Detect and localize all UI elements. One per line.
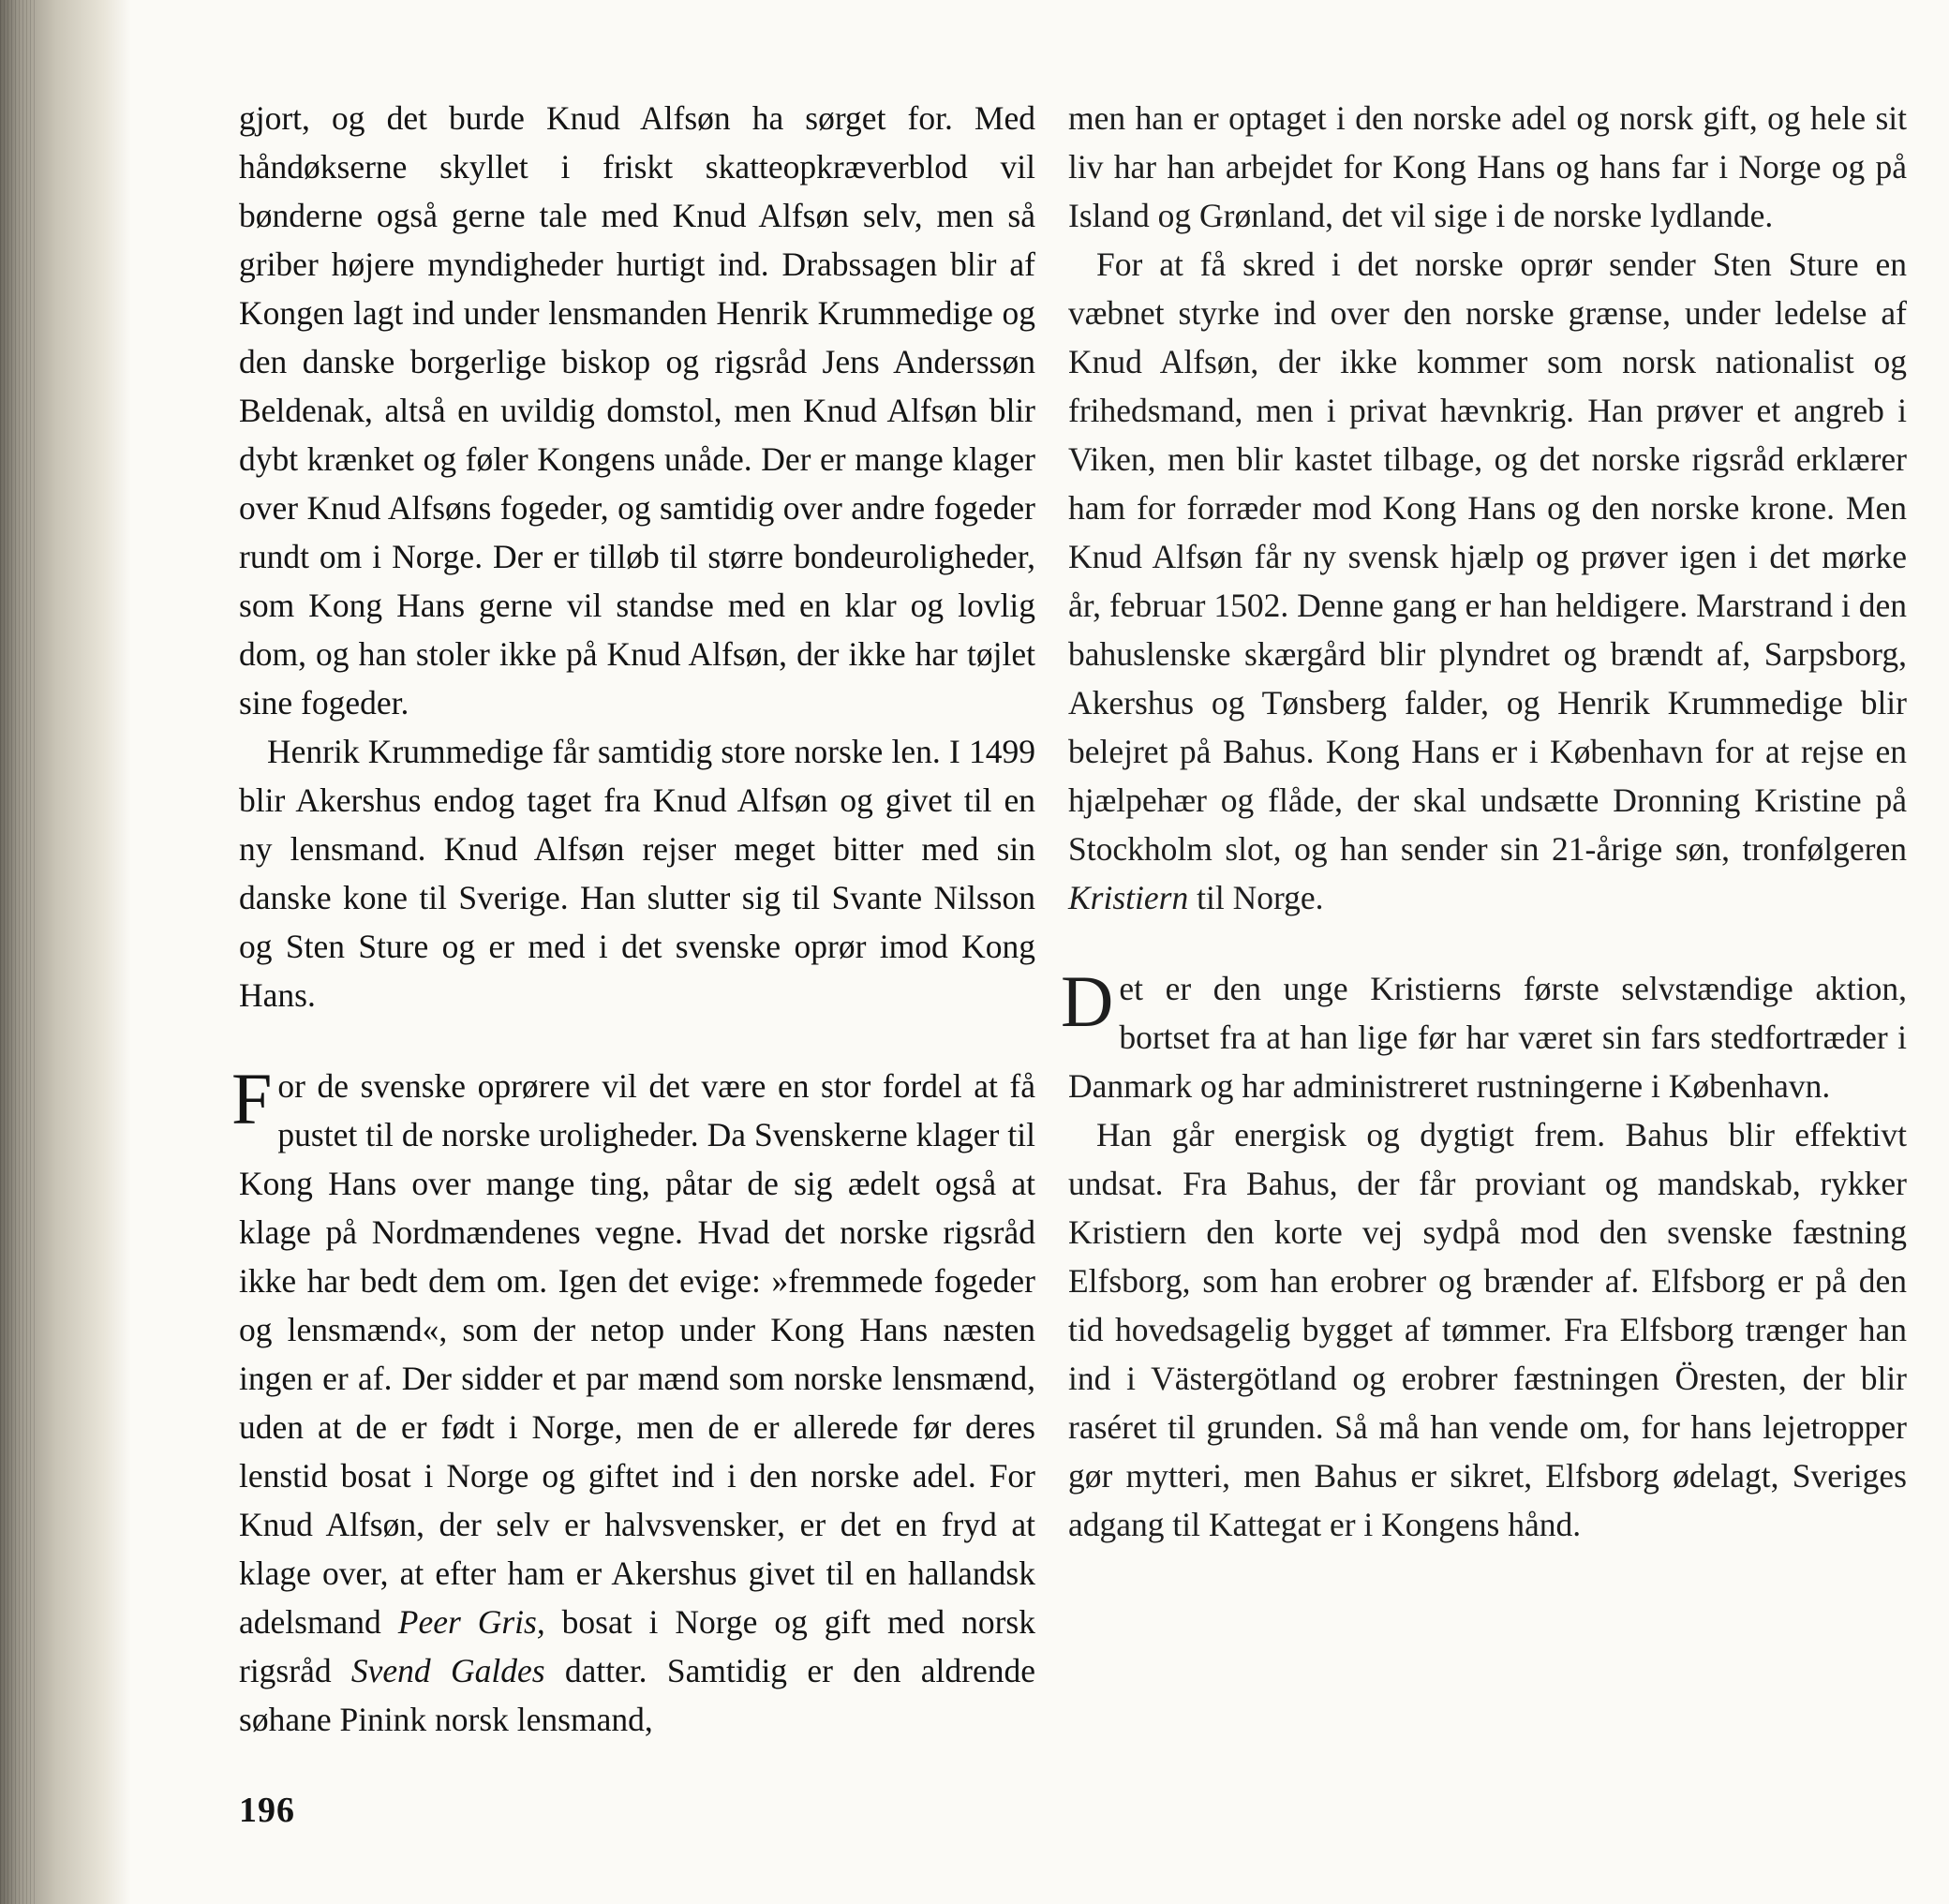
italic-name: Kristiern [1068, 879, 1189, 916]
paragraph: Han går energisk og dygtigt frem. Bahus blir effektivt undsat. Fra Bahus, der får proviant og mandskab, rykker Kristiern den korte vej sydpå mod den svenske fæstning Elfsborg, som han erobrer og brænder af. Elfsborg er på den tid hovedsagelig bygget af tømmer. Fra Elfsborg trænger han ind i Västergötland og erobrer fæstningen Öresten, der blir raséret til grunden. Så må han vende om, for hans lejetropper gør mytteri, men Bahus er sikret, Elfsborg ødelagt, Sveriges adgang til Kattegat er i Kongens hånd. [1068, 1116, 1907, 1543]
right-column [1061, 94, 1907, 1549]
drop-cap: D [1061, 960, 1114, 1042]
left-column [231, 94, 1035, 1744]
paragraph-with-dropcap [1061, 960, 1907, 1110]
paragraph [1068, 240, 1907, 922]
paragraph: Henrik Krummedige får samtidig store norske len. I 1499 blir Akershus endog taget fra Knud Alfsøn og givet til en ny lensmand. Knud Alfsøn rejser meget bitter med sin danske kone til Sverige. Han slutter sig til Svante Nilsson og Sten Sture og er med i det svenske oprør imod Kong Hans. [239, 733, 1035, 1014]
paragraph-with-dropcap [231, 1058, 1035, 1744]
drop-cap: F [231, 1058, 273, 1139]
paragraph: men han er optaget i den norske adel og norsk gift, og hele sit liv har han arbejdet for Kong Hans og hans far i Norge og på Island og Grønland, det vil sige i de norske lydlande. [1068, 99, 1907, 234]
paragraph-text: et er den unge Kristierns første selvstændige aktion, bortset fra at han lige før har været sin fars stedfortræder i Danmark og har administreret rustningerne i København. [1068, 970, 1907, 1105]
paragraph-text: til Norge. [1188, 879, 1324, 916]
paragraph: gjort, og det burde Knud Alfsøn ha sørget for. Med håndøkserne skyllet i friskt skatteopkræverblod vil bønderne også gerne tale med Knud Alfsøn selv, men så griber højere myndigheder hurtigt ind. Drabssagen blir af Kongen lagt ind under lensmanden Henrik Krummedige og den danske borgerlige biskop og rigsråd Jens Anderssøn Beldenak, altså en uvildig domstol, men Knud Alfsøn blir dybt krænket og føler Kongens unåde. Der er mange klager over Knud Alfsøns fogeder, og samtidig over andre fogeder rundt om i Norge. Der er tilløb til større bondeuroligheder, som Kong Hans gerne vil standse med en klar og lovlig dom, og han stoler ikke på Knud Alfsøn, der ikke har tøjlet sine fogeder. [239, 99, 1035, 721]
italic-name: Svend Galdes [350, 1652, 545, 1689]
paragraph-text: or de svenske oprørere vil det være en stor fordel at få pustet til de norske uroligheder. Da Svenskerne klager til Kong Hans over mange ting, påtar de sig ædelt også at klage på Nordmændenes vegne. Hvad det norske rigsråd ikke har bedt dem om. Igen det evige: »fremmede fogeder og lensmænd«, som der netop under Kong Hans næsten ingen er af. Der sidder et par mænd som norske lensmænd, uden at de er født i Norge, men de er allerede før deres lenstid bosat i Norge og giftet ind i den norske adel. For Knud Alfsøn, der selv er halvsvensker, er det en fryd at klage over, at efter ham er Akershus givet til en hallandsk adelsmand [239, 1067, 1035, 1641]
page-edges [0, 0, 37, 1904]
paragraph-text: For at få skred i det norske oprør sender Sten Sture en væbnet styrke ind over den norske grænse, under ledelse af Knud Alfsøn, der ikke kommer som norsk nationalist og frihedsmand, men i privat hævnkrig. Han prøver et angreb i Viken, men blir kastet tilbage, og det norske rigsråd erklærer ham for forræder mod Kong Hans og den norske krone. Men Knud Alfsøn får ny svensk hjælp og prøver igen i det mørke år, februar 1502. Denne gang er han heldigere. Marstrand i den bahuslenske skærgård blir plyndret og brændt af, Sarpsborg, Akershus og Tønsberg falder, og Henrik Krummedige blir belejret på Bahus. Kong Hans er i København for at rejse en hjælpehær og flåde, der skal undsætte Dronning Kristine på Stockholm slot, og han sender sin 21-årige søn, tronfølgeren [1068, 245, 1907, 868]
italic-name: Peer Gris, [397, 1603, 545, 1641]
page-number: 196 [239, 1791, 295, 1830]
paragraph-text: bosat i Norge og gift med norsk rigsråd [239, 1603, 1035, 1689]
paragraph-text: datter. Samtidig er den aldrende søhane Pinink norsk lensmand, [239, 1652, 1035, 1738]
